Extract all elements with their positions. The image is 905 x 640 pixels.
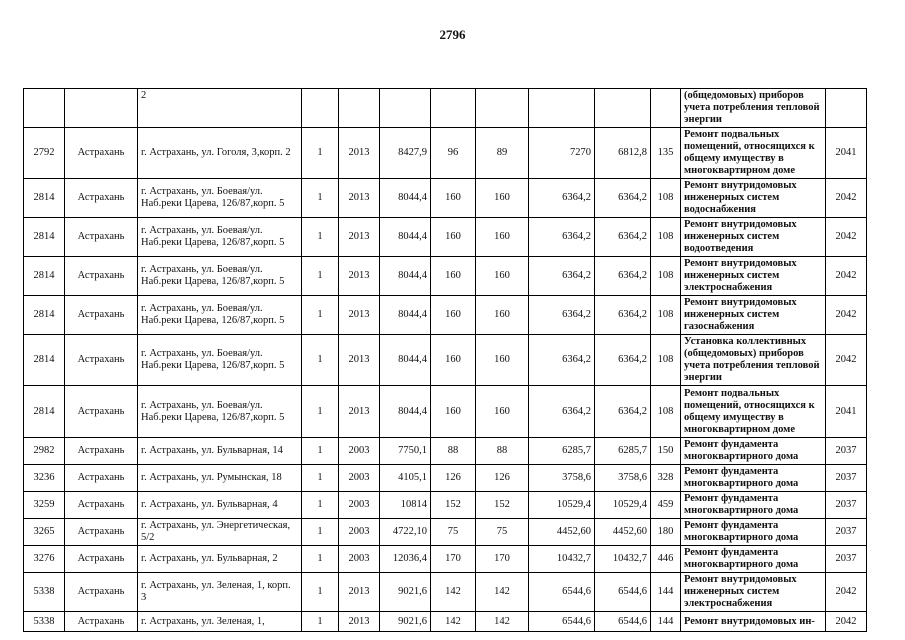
work-type-cell: Ремонт подвальных помещений, относящихся к общему имуществу в многоквартирном доме xyxy=(681,386,826,438)
commission-year-cell: 2013 xyxy=(339,128,380,179)
work-type-cell: Ремонт фундамента многоквартирного дома xyxy=(681,492,826,519)
housing-register-table xyxy=(23,88,867,632)
total-area-cell: 9021,6 xyxy=(380,573,431,612)
table-row xyxy=(24,128,867,179)
table-row xyxy=(24,465,867,492)
count-cell: 1 xyxy=(302,573,339,612)
area-value-cell: 6285,7 xyxy=(529,438,595,465)
planned-year-cell: 2042 xyxy=(826,218,867,257)
city-cell xyxy=(65,89,138,128)
commission-year-cell: 2013 xyxy=(339,218,380,257)
residents-cell: 108 xyxy=(651,257,681,296)
row-number: 2814 xyxy=(24,179,65,218)
city-cell: Астрахань xyxy=(65,573,138,612)
planned-year-cell: 2037 xyxy=(826,546,867,573)
area-value-cell: 6364,2 xyxy=(529,335,595,386)
residential-area-cell: 6364,2 xyxy=(595,218,651,257)
city-cell: Астрахань xyxy=(65,257,138,296)
residential-units-cell: 152 xyxy=(476,492,529,519)
residents-cell: 446 xyxy=(651,546,681,573)
apartments-cell: 170 xyxy=(431,546,476,573)
row-number: 3265 xyxy=(24,519,65,546)
address-cell: г. Астрахань, ул. Гоголя, 3,корп. 2 xyxy=(138,128,302,179)
residential-units-cell: 142 xyxy=(476,573,529,612)
area-value-cell: 10529,4 xyxy=(529,492,595,519)
total-area-cell: 8044,4 xyxy=(380,257,431,296)
planned-year-cell: 2041 xyxy=(826,386,867,438)
count-cell: 1 xyxy=(302,438,339,465)
total-area-cell: 4105,1 xyxy=(380,465,431,492)
residential-area-cell: 10529,4 xyxy=(595,492,651,519)
work-type-cell: (общедомовых) приборов учета потребления тепловой энергии xyxy=(681,89,826,128)
apartments-cell xyxy=(431,89,476,128)
residential-units-cell: 89 xyxy=(476,128,529,179)
count-cell: 1 xyxy=(302,128,339,179)
work-type-cell: Ремонт внутридомовых инженерных систем водоснабжения xyxy=(681,179,826,218)
area-value-cell: 6364,2 xyxy=(529,386,595,438)
address-cell: г. Астрахань, ул. Энергетическая, 5/2 xyxy=(138,519,302,546)
area-value-cell: 6364,2 xyxy=(529,257,595,296)
row-number: 3259 xyxy=(24,492,65,519)
residents-cell: 150 xyxy=(651,438,681,465)
table-row xyxy=(24,257,867,296)
total-area-cell: 10814 xyxy=(380,492,431,519)
city-cell: Астрахань xyxy=(65,546,138,573)
table-row xyxy=(24,573,867,612)
residential-area-cell: 6364,2 xyxy=(595,179,651,218)
residential-area-cell: 3758,6 xyxy=(595,465,651,492)
work-type-cell: Ремонт внутридомовых инженерных систем электроснабжения xyxy=(681,257,826,296)
work-type-cell: Ремонт внутридомовых ин- xyxy=(681,612,826,632)
total-area-cell xyxy=(380,89,431,128)
total-area-cell: 12036,4 xyxy=(380,546,431,573)
city-cell: Астрахань xyxy=(65,335,138,386)
apartments-cell: 160 xyxy=(431,257,476,296)
residents-cell: 108 xyxy=(651,335,681,386)
residential-area-cell: 6544,6 xyxy=(595,573,651,612)
residential-units-cell: 160 xyxy=(476,296,529,335)
residents-cell: 144 xyxy=(651,573,681,612)
table-row xyxy=(24,612,867,632)
commission-year-cell: 2013 xyxy=(339,179,380,218)
address-cell: г. Астрахань, ул. Боевая/ул. Наб.реки Царева, 126/87,корп. 5 xyxy=(138,296,302,335)
residential-units-cell: 88 xyxy=(476,438,529,465)
apartments-cell: 160 xyxy=(431,218,476,257)
apartments-cell: 160 xyxy=(431,386,476,438)
total-area-cell: 8044,4 xyxy=(380,179,431,218)
count-cell: 1 xyxy=(302,296,339,335)
residential-units-cell: 126 xyxy=(476,465,529,492)
work-type-cell: Установка коллективных (общедомовых) приборов учета потребления тепловой энергии xyxy=(681,335,826,386)
row-number: 2814 xyxy=(24,218,65,257)
count-cell: 1 xyxy=(302,546,339,573)
total-area-cell: 8427,9 xyxy=(380,128,431,179)
residential-area-cell: 10432,7 xyxy=(595,546,651,573)
table-row xyxy=(24,89,867,128)
row-number: 2792 xyxy=(24,128,65,179)
row-number: 2814 xyxy=(24,296,65,335)
commission-year-cell: 2013 xyxy=(339,296,380,335)
residents-cell: 135 xyxy=(651,128,681,179)
row-number: 2982 xyxy=(24,438,65,465)
table-body xyxy=(24,89,867,632)
commission-year-cell: 2013 xyxy=(339,257,380,296)
residential-area-cell xyxy=(595,89,651,128)
table-row xyxy=(24,218,867,257)
row-number: 2814 xyxy=(24,257,65,296)
table-row xyxy=(24,438,867,465)
residential-area-cell: 6544,6 xyxy=(595,612,651,632)
total-area-cell: 8044,4 xyxy=(380,296,431,335)
work-type-cell: Ремонт фундамента многоквартирного дома xyxy=(681,465,826,492)
area-value-cell xyxy=(529,89,595,128)
apartments-cell: 126 xyxy=(431,465,476,492)
row-number: 5338 xyxy=(24,573,65,612)
row-number xyxy=(24,89,65,128)
residents-cell: 108 xyxy=(651,386,681,438)
page-number: 2796 xyxy=(439,27,466,42)
planned-year-cell: 2037 xyxy=(826,438,867,465)
work-type-cell: Ремонт фундамента многоквартирного дома xyxy=(681,519,826,546)
count-cell: 1 xyxy=(302,612,339,632)
city-cell: Астрахань xyxy=(65,218,138,257)
area-value-cell: 3758,6 xyxy=(529,465,595,492)
table-row xyxy=(24,296,867,335)
residential-area-cell: 4452,60 xyxy=(595,519,651,546)
address-cell: 2 xyxy=(138,89,302,128)
count-cell: 1 xyxy=(302,335,339,386)
work-type-cell: Ремонт фундамента многоквартирного дома xyxy=(681,438,826,465)
residents-cell: 108 xyxy=(651,218,681,257)
count-cell: 1 xyxy=(302,179,339,218)
count-cell xyxy=(302,89,339,128)
residential-area-cell: 6364,2 xyxy=(595,386,651,438)
residential-area-cell: 6364,2 xyxy=(595,257,651,296)
address-cell: г. Астрахань, ул. Зеленая, 1, xyxy=(138,612,302,632)
residents-cell: 108 xyxy=(651,179,681,218)
table-row xyxy=(24,519,867,546)
city-cell: Астрахань xyxy=(65,438,138,465)
apartments-cell: 142 xyxy=(431,612,476,632)
commission-year-cell: 2003 xyxy=(339,492,380,519)
apartments-cell: 88 xyxy=(431,438,476,465)
residents-cell: 180 xyxy=(651,519,681,546)
planned-year-cell: 2037 xyxy=(826,492,867,519)
residential-area-cell: 6812,8 xyxy=(595,128,651,179)
planned-year-cell: 2042 xyxy=(826,179,867,218)
city-cell: Астрахань xyxy=(65,465,138,492)
residential-units-cell: 160 xyxy=(476,386,529,438)
planned-year-cell: 2042 xyxy=(826,335,867,386)
residential-units-cell: 75 xyxy=(476,519,529,546)
residents-cell: 328 xyxy=(651,465,681,492)
residential-area-cell: 6364,2 xyxy=(595,335,651,386)
city-cell: Астрахань xyxy=(65,179,138,218)
residents-cell: 144 xyxy=(651,612,681,632)
area-value-cell: 6544,6 xyxy=(529,573,595,612)
city-cell: Астрахань xyxy=(65,612,138,632)
work-type-cell: Ремонт внутридомовых инженерных систем газоснабжения xyxy=(681,296,826,335)
commission-year-cell: 2003 xyxy=(339,519,380,546)
residents-cell: 108 xyxy=(651,296,681,335)
commission-year-cell: 2013 xyxy=(339,335,380,386)
residents-cell xyxy=(651,89,681,128)
area-value-cell: 4452,60 xyxy=(529,519,595,546)
city-cell: Астрахань xyxy=(65,386,138,438)
table-row xyxy=(24,492,867,519)
apartments-cell: 96 xyxy=(431,128,476,179)
apartments-cell: 160 xyxy=(431,296,476,335)
city-cell: Астрахань xyxy=(65,492,138,519)
commission-year-cell: 2013 xyxy=(339,386,380,438)
address-cell: г. Астрахань, ул. Боевая/ул. Наб.реки Царева, 126/87,корп. 5 xyxy=(138,257,302,296)
work-type-cell: Ремонт фундамента многоквартирного дома xyxy=(681,546,826,573)
residents-cell: 459 xyxy=(651,492,681,519)
table-row xyxy=(24,179,867,218)
residential-units-cell: 160 xyxy=(476,257,529,296)
residential-area-cell: 6285,7 xyxy=(595,438,651,465)
row-number: 5338 xyxy=(24,612,65,632)
total-area-cell: 8044,4 xyxy=(380,335,431,386)
address-cell: г. Астрахань, ул. Бульварная, 14 xyxy=(138,438,302,465)
total-area-cell: 7750,1 xyxy=(380,438,431,465)
residential-units-cell: 142 xyxy=(476,612,529,632)
address-cell: г. Астрахань, ул. Бульварная, 4 xyxy=(138,492,302,519)
total-area-cell: 4722,10 xyxy=(380,519,431,546)
area-value-cell: 6364,2 xyxy=(529,218,595,257)
count-cell: 1 xyxy=(302,465,339,492)
table-row xyxy=(24,546,867,573)
commission-year-cell: 2003 xyxy=(339,546,380,573)
total-area-cell: 8044,4 xyxy=(380,386,431,438)
residential-units-cell: 160 xyxy=(476,218,529,257)
planned-year-cell: 2037 xyxy=(826,519,867,546)
city-cell: Астрахань xyxy=(65,519,138,546)
total-area-cell: 8044,4 xyxy=(380,218,431,257)
planned-year-cell: 2042 xyxy=(826,296,867,335)
count-cell: 1 xyxy=(302,386,339,438)
count-cell: 1 xyxy=(302,218,339,257)
planned-year-cell: 2042 xyxy=(826,612,867,632)
commission-year-cell: 2013 xyxy=(339,612,380,632)
apartments-cell: 75 xyxy=(431,519,476,546)
area-value-cell: 6544,6 xyxy=(529,612,595,632)
count-cell: 1 xyxy=(302,492,339,519)
row-number: 2814 xyxy=(24,386,65,438)
planned-year-cell: 2042 xyxy=(826,257,867,296)
table-row xyxy=(24,335,867,386)
commission-year-cell: 2003 xyxy=(339,465,380,492)
address-cell: г. Астрахань, ул. Боевая/ул. Наб.реки Царева, 126/87,корп. 5 xyxy=(138,335,302,386)
row-number: 2814 xyxy=(24,335,65,386)
address-cell: г. Астрахань, ул. Бульварная, 2 xyxy=(138,546,302,573)
apartments-cell: 160 xyxy=(431,335,476,386)
apartments-cell: 152 xyxy=(431,492,476,519)
planned-year-cell: 2037 xyxy=(826,465,867,492)
apartments-cell: 160 xyxy=(431,179,476,218)
address-cell: г. Астрахань, ул. Зеленая, 1, корп. 3 xyxy=(138,573,302,612)
residential-units-cell: 160 xyxy=(476,335,529,386)
residential-units-cell: 160 xyxy=(476,179,529,218)
planned-year-cell: 2041 xyxy=(826,128,867,179)
address-cell: г. Астрахань, ул. Румынская, 18 xyxy=(138,465,302,492)
planned-year-cell: 2042 xyxy=(826,573,867,612)
apartments-cell: 142 xyxy=(431,573,476,612)
count-cell: 1 xyxy=(302,519,339,546)
residential-units-cell: 170 xyxy=(476,546,529,573)
address-cell: г. Астрахань, ул. Боевая/ул. Наб.реки Царева, 126/87,корп. 5 xyxy=(138,179,302,218)
residential-area-cell: 6364,2 xyxy=(595,296,651,335)
address-cell: г. Астрахань, ул. Боевая/ул. Наб.реки Царева, 126/87,корп. 5 xyxy=(138,386,302,438)
commission-year-cell: 2003 xyxy=(339,438,380,465)
area-value-cell: 10432,7 xyxy=(529,546,595,573)
area-value-cell: 6364,2 xyxy=(529,179,595,218)
area-value-cell: 7270 xyxy=(529,128,595,179)
work-type-cell: Ремонт внутридомовых инженерных систем электроснабжения xyxy=(681,573,826,612)
city-cell: Астрахань xyxy=(65,296,138,335)
address-cell: г. Астрахань, ул. Боевая/ул. Наб.реки Царева, 126/87,корп. 5 xyxy=(138,218,302,257)
commission-year-cell: 2013 xyxy=(339,573,380,612)
planned-year-cell xyxy=(826,89,867,128)
area-value-cell: 6364,2 xyxy=(529,296,595,335)
row-number: 3236 xyxy=(24,465,65,492)
residential-units-cell xyxy=(476,89,529,128)
work-type-cell: Ремонт подвальных помещений, относящихся к общему имуществу в многоквартирном доме xyxy=(681,128,826,179)
commission-year-cell xyxy=(339,89,380,128)
city-cell: Астрахань xyxy=(65,128,138,179)
table-row xyxy=(24,386,867,438)
row-number: 3276 xyxy=(24,546,65,573)
total-area-cell: 9021,6 xyxy=(380,612,431,632)
count-cell: 1 xyxy=(302,257,339,296)
work-type-cell: Ремонт внутридомовых инженерных систем водоотведения xyxy=(681,218,826,257)
